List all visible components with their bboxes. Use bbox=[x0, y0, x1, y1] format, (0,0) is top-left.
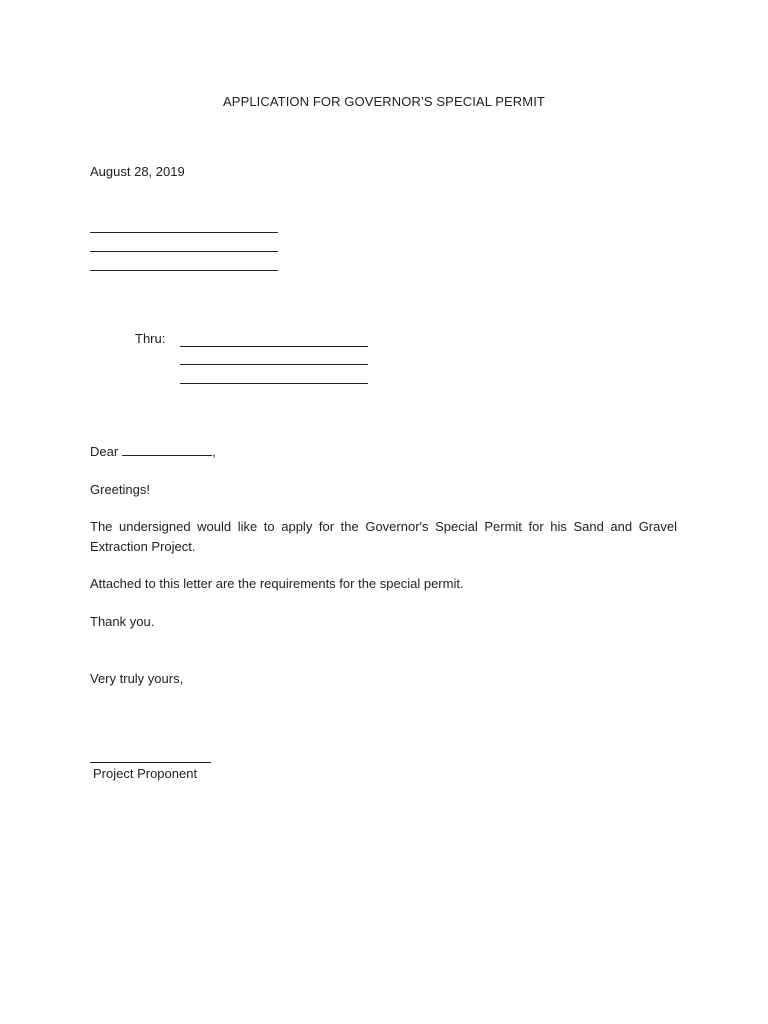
salutation-suffix: , bbox=[212, 444, 216, 459]
thru-line-3 bbox=[180, 383, 368, 384]
addressee-line-2 bbox=[90, 251, 278, 252]
body-paragraph-1: The undersigned would like to apply for the Governor's Special Permit for his Sand and Gravel Extraction Project. bbox=[90, 519, 677, 554]
addressee-line-3 bbox=[90, 270, 278, 271]
salutation bbox=[90, 443, 216, 459]
addressee-line-1 bbox=[90, 232, 278, 233]
salutation-blank bbox=[122, 443, 212, 456]
salutation-prefix: Dear bbox=[90, 444, 119, 459]
greeting: Greetings! bbox=[90, 482, 150, 497]
thru-label: Thru: bbox=[135, 331, 166, 346]
letter-date: August 28, 2019 bbox=[90, 164, 185, 179]
signature-line bbox=[90, 762, 211, 763]
signatory-label: Project Proponent bbox=[93, 766, 198, 781]
body-paragraph-2: Attached to this letter are the requirements for the special permit. bbox=[90, 576, 464, 591]
document-title: APPLICATION FOR GOVERNOR’S SPECIAL PERMIT bbox=[223, 94, 545, 109]
thru-line-1 bbox=[180, 346, 368, 347]
thru-line-2 bbox=[180, 364, 368, 365]
closing: Very truly yours, bbox=[90, 671, 184, 686]
thanks-line: Thank you. bbox=[90, 614, 155, 629]
